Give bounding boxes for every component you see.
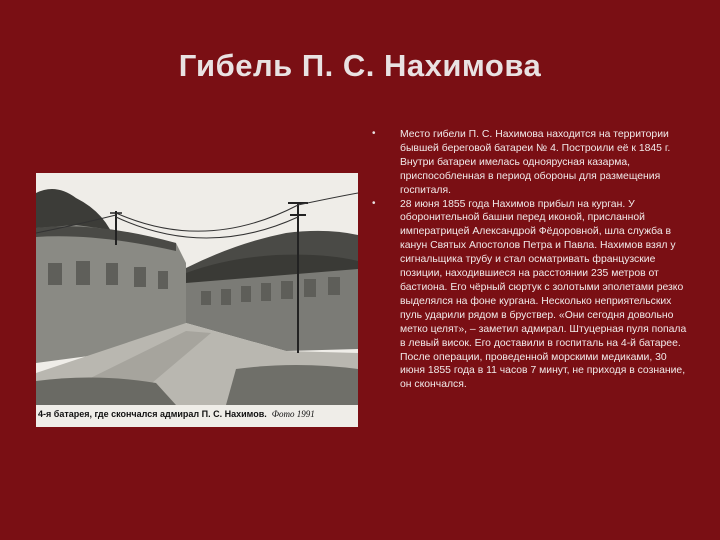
photo-caption-text: 4-я батарея, где скончался адмирал П. С. Нахимов. xyxy=(38,409,267,419)
bullet-text: 28 июня 1855 года Нахимов прибыл на курган. У оборонительной башни перед иконой, присланной императрицей Александрой Фёдоровной, шла служба в канун Святых Апостолов Петра и Павла. Нахимов взял у сигнальщика трубу и стал осматривать французские позиции, находившиеся на расстоянии 235 метров от бастиона. Его чёрный сюртук с золотыми эполетами резко выделялся на фоне кургана. Несколько неприятельских пуль ударили рядом в бруствер. «Они сегодня довольно метко целят», – заметил адмирал. Штуцерная пуля попала в левый висок. Его доставили в госпиталь на 4-й батарее. После операции, проведенной морскими медиками, 30 июня 1855 года в 11 часов 7 минут, не приходя в сознание, он скончался. xyxy=(400,198,687,391)
bullet-item xyxy=(372,198,692,393)
bullet-icon: • xyxy=(372,197,376,209)
bullet-item xyxy=(372,128,692,198)
slide-title: Гибель П. С. Нахимова xyxy=(178,48,542,83)
photo-caption xyxy=(38,409,356,419)
bullet-list xyxy=(372,128,692,392)
battery-photo xyxy=(36,173,358,427)
bullet-icon: • xyxy=(372,128,376,139)
battery-photo-image xyxy=(36,173,358,427)
photo-credit: Фото 1991 xyxy=(271,409,315,419)
bullet-text: Место гибели П. С. Нахимова находится на территории бывшей береговой батареи № 4. Построили её к 1845 г. Внутри батареи имелась одноярусная казарма, приспособленная в период обороны для размещения госпиталя. xyxy=(400,129,671,196)
